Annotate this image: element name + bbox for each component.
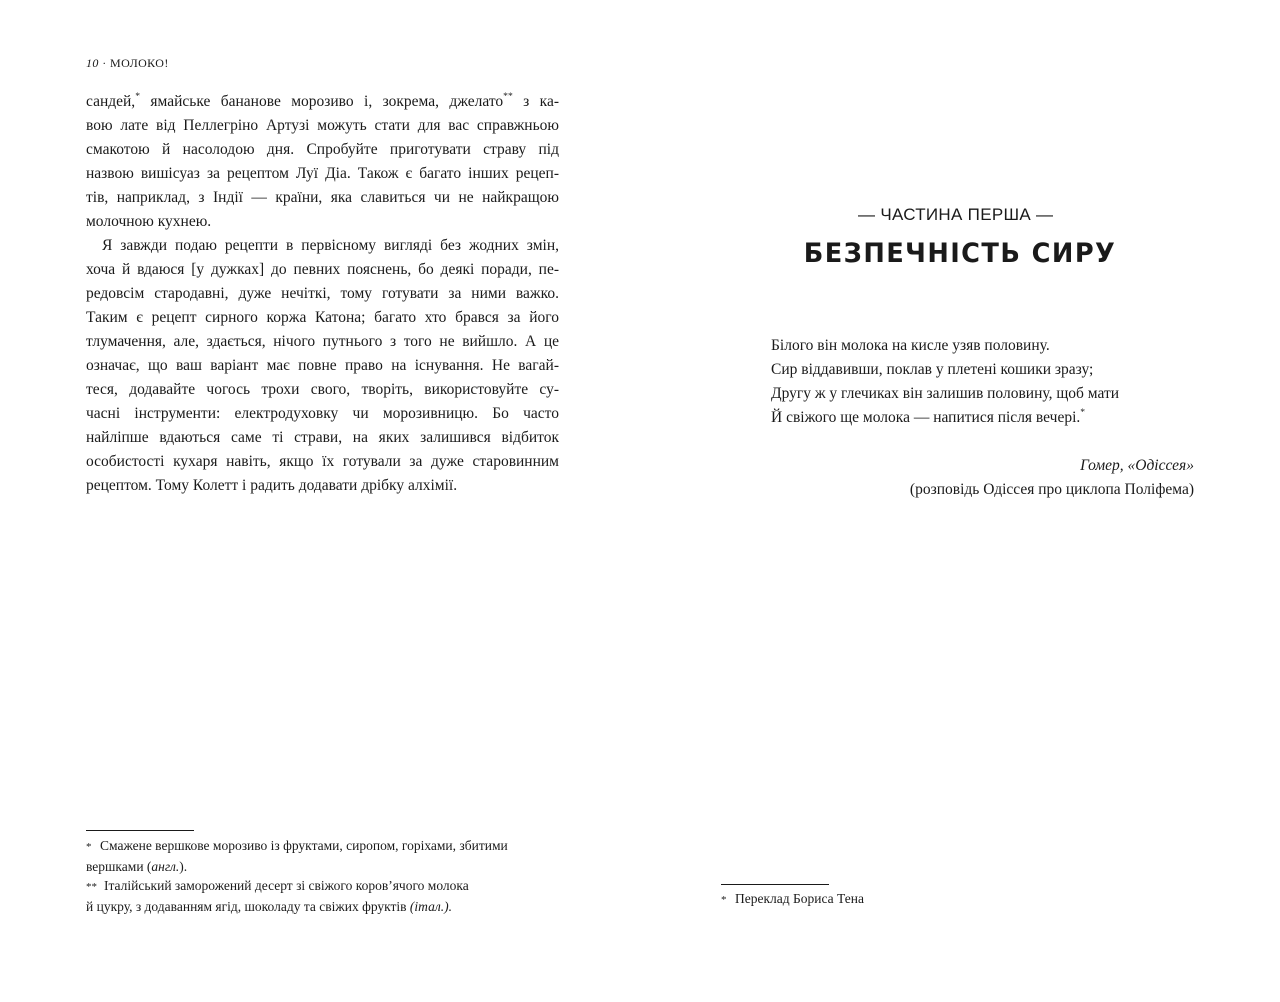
text-line: означає, що ваш варіант має повне право на існування. Не вагай- bbox=[86, 357, 559, 374]
text-line: теся, додавайте чогось трохи свого, творіть, використовуйте су- bbox=[86, 381, 559, 398]
text-line: молочною кухнею. bbox=[86, 213, 212, 230]
footnote-mark: ** bbox=[86, 881, 97, 893]
footnote-2: ** Італійський заморожений десерт зі свіжого коров’ячого молока bbox=[86, 876, 508, 897]
text-line: сандей,* ямайське бананове морозиво і, зокрема, джелато** з ка- bbox=[86, 90, 559, 110]
part-label: — ЧАСТИНА ПЕРША — bbox=[858, 205, 1054, 224]
poem-line: Сир віддавивши, поклав у плетені кошики зразу; bbox=[771, 361, 1094, 378]
text-line: назвою вишісуаз за рецептом Луї Діа. Також є багато інших рецеп- bbox=[86, 165, 559, 182]
epigraph-poem bbox=[771, 334, 1119, 430]
text-line: тлумачення, але, здається, нічого путнього з того не вийшло. А це bbox=[86, 333, 559, 350]
attribution-author: Гомер, «Одіссея» bbox=[1080, 457, 1194, 474]
footnote-mark: * bbox=[721, 894, 727, 906]
paragraph-2 bbox=[86, 234, 559, 498]
text-line: редовсім стародавні, дуже нечіткі, тому готувати за ними важко. bbox=[86, 285, 559, 302]
footnote-divider bbox=[86, 830, 194, 831]
footnote-translation: * Переклад Бориса Тена bbox=[721, 889, 864, 910]
running-head-separator: · bbox=[102, 56, 107, 70]
body-text bbox=[86, 90, 559, 498]
text-line: найліпше вдаються саме ті страви, на яких залишився відбиток bbox=[86, 429, 559, 446]
text-line: особистості кухаря навіть, якщо їх готували за дуже старовинним bbox=[86, 453, 559, 470]
footnote-right bbox=[721, 889, 864, 910]
text-line: Таким є рецепт сирного коржа Катона; багато хто брався за його bbox=[86, 309, 559, 326]
poem-line: Й свіжого ще молока — напитися після вечері.* bbox=[771, 406, 1086, 426]
text-line: тів, наприклад, з Індії — країни, яка славиться чи не найкращою bbox=[86, 189, 559, 206]
text-line: хоча й вдаюся [у дужках] до певних пояснень, бо деякі поради, пе- bbox=[86, 261, 559, 278]
footnote-ref-2: ** bbox=[503, 90, 513, 102]
text-line: часні інструменти: електродуховку чи морозивницю. Бо часто bbox=[86, 405, 559, 422]
part-title: БЕЗПЕЧНІСТЬ СИРУ bbox=[803, 238, 1117, 269]
running-head-title: МОЛОКО! bbox=[110, 56, 169, 70]
poem-line: Другу ж у глечиках він залишив половину, щоб мати bbox=[771, 385, 1120, 402]
attribution-note: (розповідь Одіссея про циклопа Поліфема) bbox=[909, 481, 1194, 498]
footnote-mark: * bbox=[86, 841, 92, 853]
paragraph-1 bbox=[86, 90, 559, 234]
text-line: рецептом. Тому Колетт і радить додавати дрібку алхімії. bbox=[86, 477, 458, 494]
footnotes bbox=[86, 836, 508, 916]
footnote-1: * Смажене вершкове морозиво із фруктами, сиропом, горіхами, збитими bbox=[86, 836, 508, 857]
footnote-ref-1: * bbox=[135, 90, 140, 102]
page-number: 10 bbox=[86, 56, 99, 70]
footnote-2-cont: й цукру, з додаванням ягід, шоколаду та свіжих фруктів (італ.). bbox=[86, 899, 452, 914]
footnote-divider-right bbox=[721, 884, 829, 885]
running-head bbox=[86, 56, 169, 71]
poem-line: Білого він молока на кисле узяв половину. bbox=[771, 337, 1050, 354]
text-line: вою лате від Пеллегріно Артузі можуть стати для вас справжньою bbox=[86, 117, 559, 134]
footnote-ref: * bbox=[1080, 406, 1086, 418]
text-line: смакотою й насолодою дня. Спробуйте приготувати страву під bbox=[86, 141, 559, 158]
epigraph-attribution bbox=[910, 454, 1194, 502]
footnote-1-cont: вершками (англ.). bbox=[86, 859, 188, 874]
text-line: Я завжди подаю рецепти в первісному вигляді без жодних змін, bbox=[102, 237, 559, 254]
